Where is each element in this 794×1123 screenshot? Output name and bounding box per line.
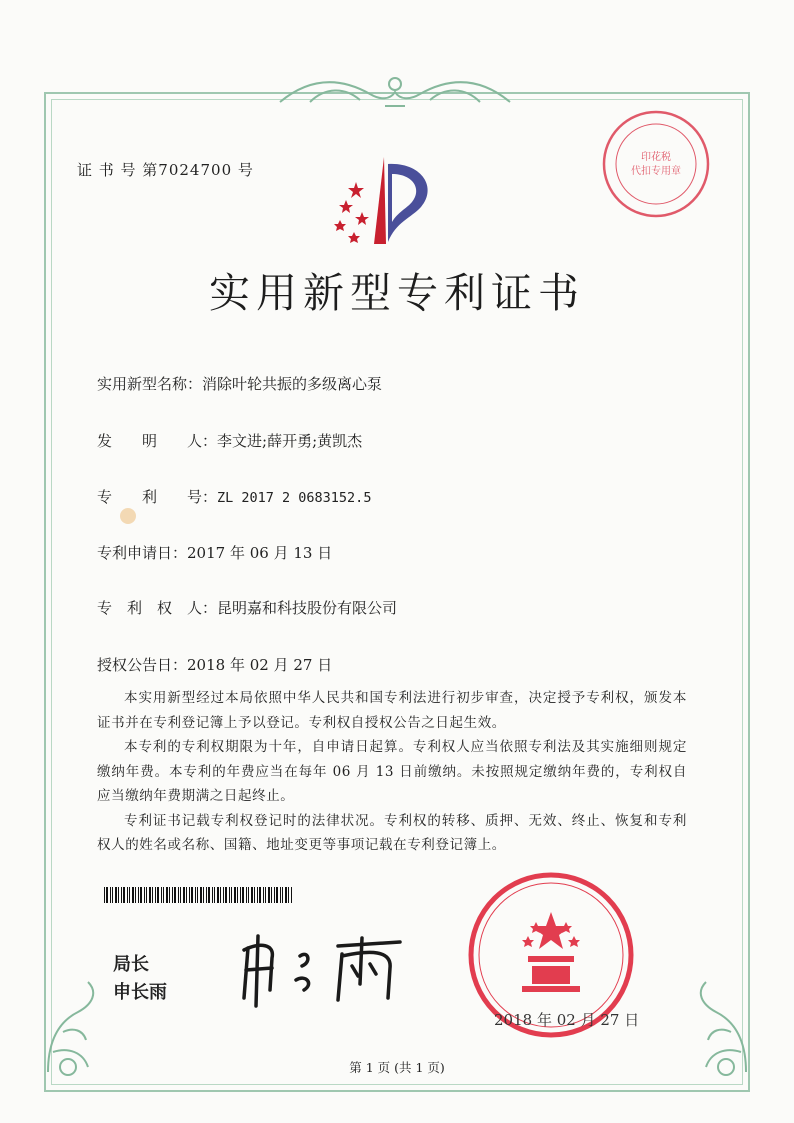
issue-date: 2018 年 02 月 27 日	[494, 1011, 640, 1029]
sipo-emblem-icon	[326, 152, 446, 252]
field-label: 专 利 权 人：	[97, 599, 218, 617]
field-value: 昆明嘉和科技股份有限公司	[217, 599, 398, 617]
certificate-body	[97, 686, 687, 858]
field-value: 2017 年 06 月 13 日	[187, 544, 333, 562]
field-patentee	[97, 597, 397, 618]
paper-spot	[120, 508, 136, 524]
body-paragraph: 本实用新型经过本局依照中华人民共和国专利法进行初步审查，决定授予专利权，颁发本证书并在专利登记簿上予以登记。专利权自授权公告之日起生效。	[97, 690, 687, 731]
field-value: 2018 年 02 月 27 日	[187, 656, 333, 674]
svg-text:代扣专用章: 代扣专用章	[631, 166, 681, 177]
field-label: 授权公告日：	[97, 656, 188, 674]
field-value: 李文进;薛开勇;黄凯杰	[217, 432, 363, 450]
field-grant-date	[97, 654, 332, 675]
top-ornament	[270, 72, 520, 112]
field-utility-model-name	[97, 373, 382, 394]
body-paragraph: 本专利的专利权期限为十年，自申请日起算。专利权人应当依照专利法及其实施细则规定缴纳年费。本专利的年费应当在每年 06 月 13 日前缴纳。未按照规定缴纳年费的，专利权自应当缴纳年费期满之日起终止。	[97, 739, 687, 804]
certificate-title: 实用新型专利证书	[209, 269, 585, 317]
director-title: 局长	[113, 954, 149, 975]
director-name: 申长雨	[113, 982, 167, 1003]
field-label: 专 利 号：	[97, 488, 218, 506]
director-signature	[230, 928, 410, 1008]
field-inventors	[97, 430, 362, 451]
svg-text:印花税: 印花税	[641, 152, 671, 163]
field-value: ZL 2017 2 0683152.5	[217, 490, 372, 506]
field-application-date	[97, 542, 332, 563]
body-paragraph: 专利证书记载专利权登记时的法律状况。专利权的转移、质押、无效、终止、恢复和专利权人的姓名或名称、国籍、地址变更等事项记载在专利登记簿上。	[97, 812, 687, 853]
field-label: 专利申请日：	[97, 544, 188, 562]
page-number: 第 1 页 (共 1 页)	[349, 1060, 445, 1075]
field-label: 发 明 人：	[97, 432, 218, 450]
certificate-number: 证 书 号 第7024700 号	[77, 161, 254, 179]
field-value: 消除叶轮共振的多级离心泵	[202, 375, 383, 393]
field-patent-number	[97, 486, 371, 507]
tax-stamp-icon	[600, 108, 712, 220]
field-label: 实用新型名称：	[97, 375, 203, 393]
barcode-icon	[104, 887, 294, 903]
